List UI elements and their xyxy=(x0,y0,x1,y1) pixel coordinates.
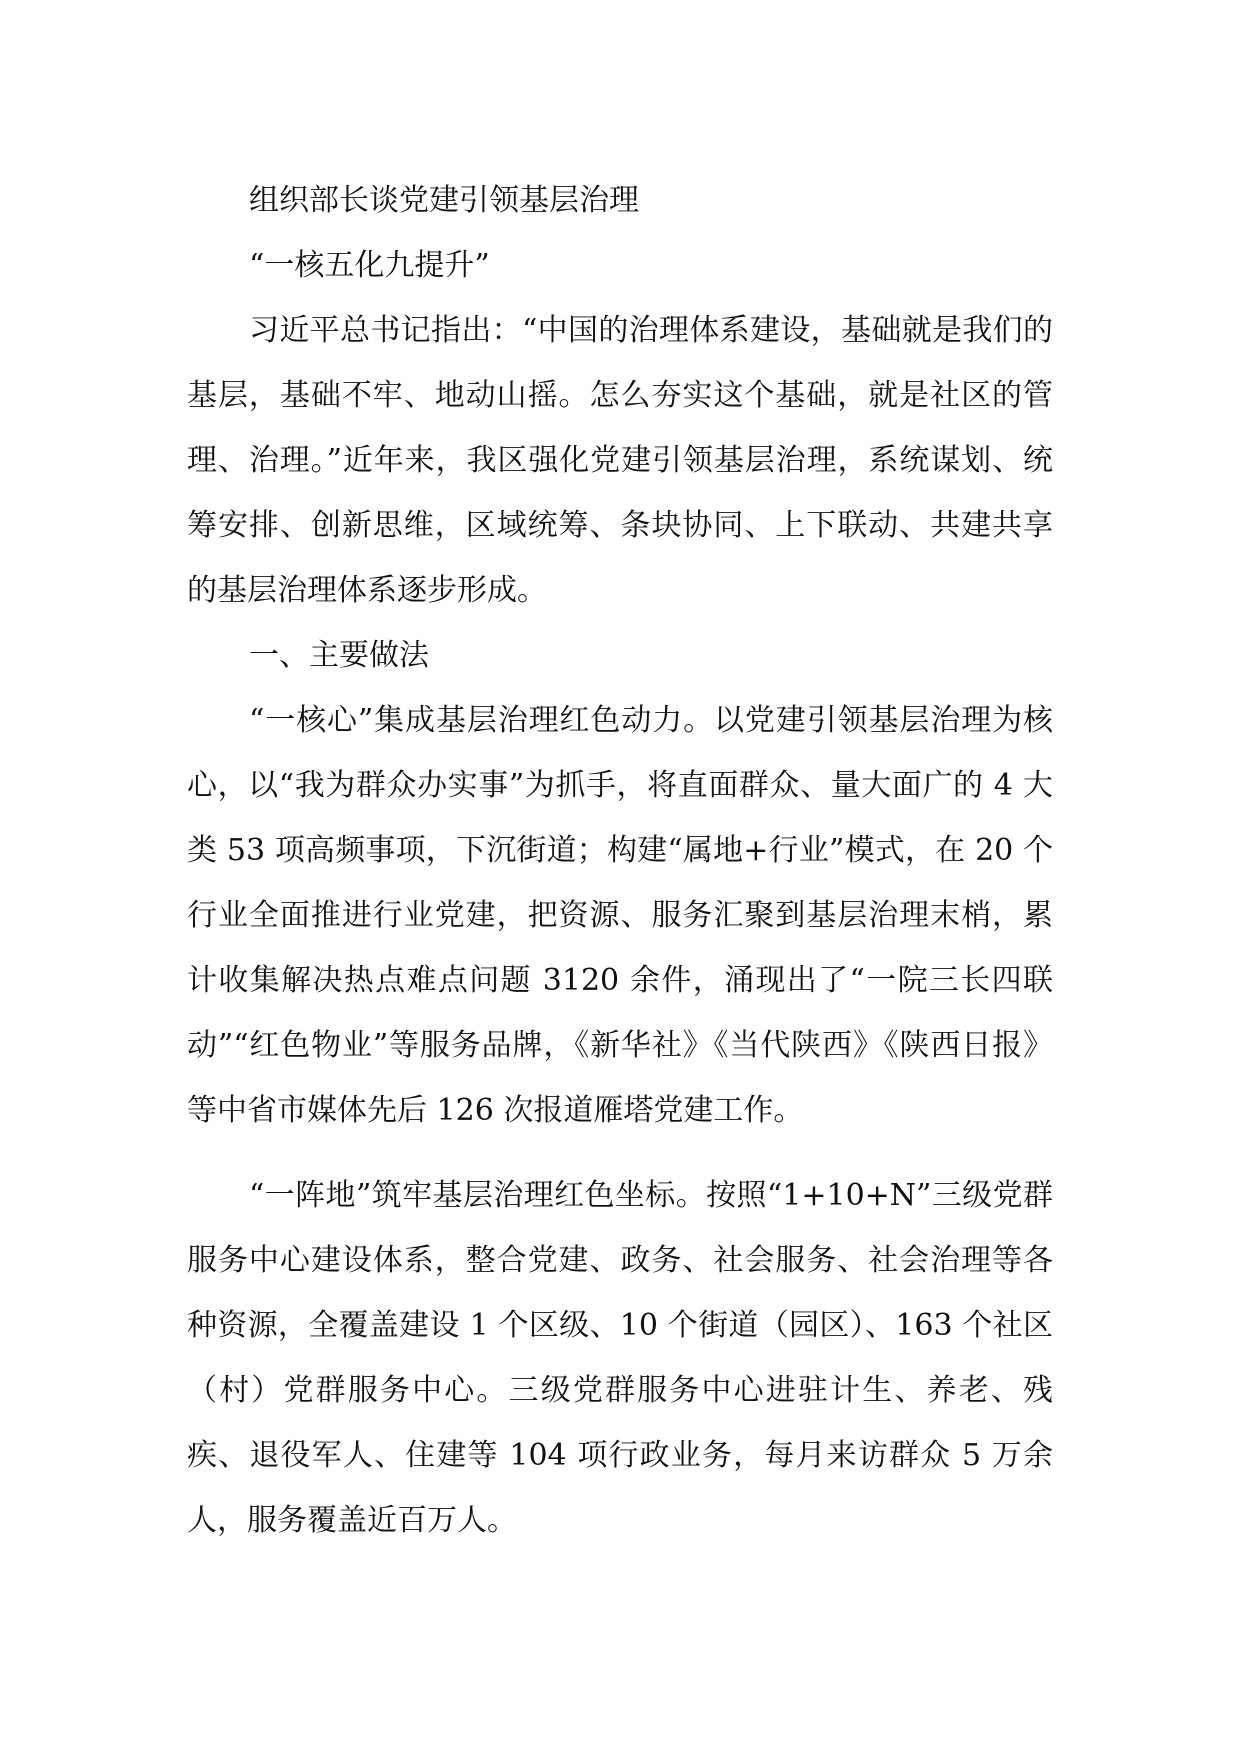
document-body xyxy=(187,168,1053,1553)
section-heading-main-practices: 一、主要做法 xyxy=(249,638,429,673)
document-subtitle: “一核五化九提升” xyxy=(249,248,490,283)
document-title: 组织部长谈党建引领基层治理 xyxy=(249,183,639,218)
paragraph-intro: 习近平总书记指出：“中国的治理体系建设，基础就是我们的基层，基础不牢、地动山摇。怎么夯实这个基础，就是社区的管理、治理。”近年来，我区强化党建引领基层治理，系统谋划、统筹安排、创新思维，区域统筹、条块协同、上下联动、共建共享的基层治理体系逐步形成。 xyxy=(187,313,1053,608)
paragraph-one-core: “一核心”集成基层治理红色动力。以党建引领基层治理为核心，以“我为群众办实事”为抓手，将直面群众、量大面广的 4 大类 53 项高频事项，下沉街道；构建“属地+行业”模式，在 20 个行业全面推进行业党建，把资源、服务汇聚到基层治理末梢，累计收集解决热点难点问题 3120 余件，涌现出了“一院三长四联动”“红色物业”等服务品牌，《新华社》《当代陕西》《陕西日报》等中省市媒体先后 126 次报道雁塔党建工作。 xyxy=(187,703,1053,1128)
paragraph-one-position: “一阵地”筑牢基层治理红色坐标。按照“1+10+N”三级党群服务中心建设体系，整合党建、政务、社会服务、社会治理等各种资源，全覆盖建设 1 个区级、10 个街道（园区）、163 个社区（村）党群服务中心。三级党群服务中心进驻计生、养老、残疾、退役军人、住建等 104 项行政业务，每月来访群众 5 万余人，服务覆盖近百万人。 xyxy=(187,1178,1053,1538)
